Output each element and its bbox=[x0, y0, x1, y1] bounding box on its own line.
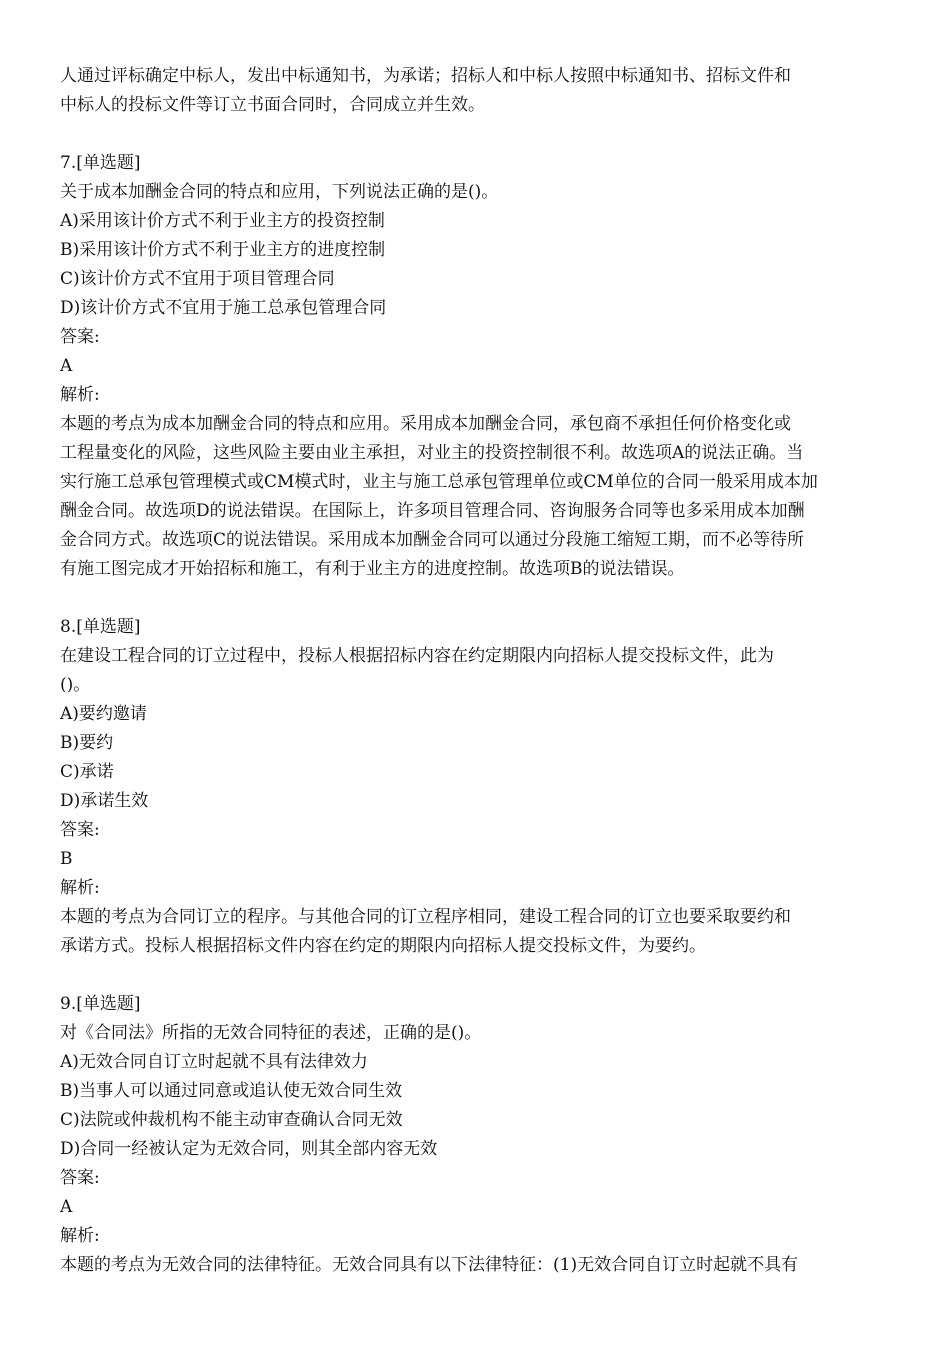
intro-line: 人通过评标确定中标人，发出中标通知书，为承诺；招标人和中标人按照中标通知书、招标文件和 bbox=[60, 66, 791, 86]
option-d: D)该计价方式不宜用于施工总承包管理合同 bbox=[60, 298, 387, 318]
question-7 bbox=[60, 149, 905, 584]
question-stem: 关于成本加酬金合同的特点和应用，下列说法正确的是()。 bbox=[60, 182, 499, 202]
analysis-label: 解析: bbox=[60, 878, 100, 898]
analysis-line: 本题的考点为无效合同的法律特征。无效合同具有以下法律特征：(1)无效合同自订立时起就不具有 bbox=[60, 1255, 799, 1275]
intro-line: 中标人的投标文件等订立书面合同时，合同成立并生效。 bbox=[60, 95, 485, 115]
answer-value: B bbox=[60, 849, 73, 869]
intro-paragraph bbox=[60, 62, 905, 120]
spacer bbox=[60, 961, 905, 990]
document-page bbox=[60, 62, 905, 1280]
question-header: 8.[单选题] bbox=[60, 617, 141, 637]
option-c: C)该计价方式不宜用于项目管理合同 bbox=[60, 269, 335, 289]
analysis-label: 解析: bbox=[60, 385, 100, 405]
question-stem: 对《合同法》所指的无效合同特征的表述，正确的是()。 bbox=[60, 1023, 482, 1043]
option-d: D)合同一经被认定为无效合同，则其全部内容无效 bbox=[60, 1139, 438, 1159]
question-stem: 在建设工程合同的订立过程中，投标人根据招标内容在约定期限内向招标人提交投标文件，此为 bbox=[60, 646, 774, 666]
analysis-line: 本题的考点为合同订立的程序。与其他合同的订立程序相同，建设工程合同的订立也要采取要约和 bbox=[60, 907, 791, 927]
question-header: 9.[单选题] bbox=[60, 994, 141, 1014]
question-8 bbox=[60, 613, 905, 961]
question-stem: ()。 bbox=[60, 675, 91, 695]
analysis-line: 金合同方式。故选项C的说法错误。采用成本加酬金合同可以通过分段施工缩短工期，而不必等待所 bbox=[60, 530, 805, 550]
option-a: A)无效合同自订立时起就不具有法律效力 bbox=[60, 1052, 368, 1072]
answer-label: 答案: bbox=[60, 820, 100, 840]
option-c: C)法院或仲裁机构不能主动审查确认合同无效 bbox=[60, 1110, 403, 1130]
option-b: B)采用该计价方式不利于业主方的进度控制 bbox=[60, 240, 386, 260]
option-a: A)要约邀请 bbox=[60, 704, 147, 724]
answer-label: 答案: bbox=[60, 327, 100, 347]
spacer bbox=[60, 120, 905, 149]
analysis-line: 工程量变化的风险，这些风险主要由业主承担，对业主的投资控制很不利。故选项A的说法正确。当 bbox=[60, 443, 804, 463]
option-b: B)要约 bbox=[60, 733, 114, 753]
analysis-line: 有施工图完成才开始招标和施工，有利于业主方的进度控制。故选项B的说法错误。 bbox=[60, 559, 685, 579]
answer-value: A bbox=[60, 356, 73, 376]
answer-value: A bbox=[60, 1197, 73, 1217]
analysis-line: 实行施工总承包管理模式或CM模式时，业主与施工总承包管理单位或CM单位的合同一般采用成本加 bbox=[60, 472, 818, 492]
analysis-line: 本题的考点为成本加酬金合同的特点和应用。采用成本加酬金合同，承包商不承担任何价格变化或 bbox=[60, 414, 791, 434]
option-a: A)采用该计价方式不利于业主方的投资控制 bbox=[60, 211, 385, 231]
analysis-line: 酬金合同。故选项D的说法错误。在国际上，许多项目管理合同、咨询服务合同等也多采用成本加酬 bbox=[60, 501, 805, 521]
analysis-label: 解析: bbox=[60, 1226, 100, 1246]
answer-label: 答案: bbox=[60, 1168, 100, 1188]
option-c: C)承诺 bbox=[60, 762, 114, 782]
question-9 bbox=[60, 990, 905, 1280]
analysis-line: 承诺方式。投标人根据招标文件内容在约定的期限内向招标人提交投标文件，为要约。 bbox=[60, 936, 706, 956]
question-header: 7.[单选题] bbox=[60, 153, 141, 173]
option-b: B)当事人可以通过同意或追认使无效合同生效 bbox=[60, 1081, 403, 1101]
spacer bbox=[60, 584, 905, 613]
option-d: D)承诺生效 bbox=[60, 791, 149, 811]
